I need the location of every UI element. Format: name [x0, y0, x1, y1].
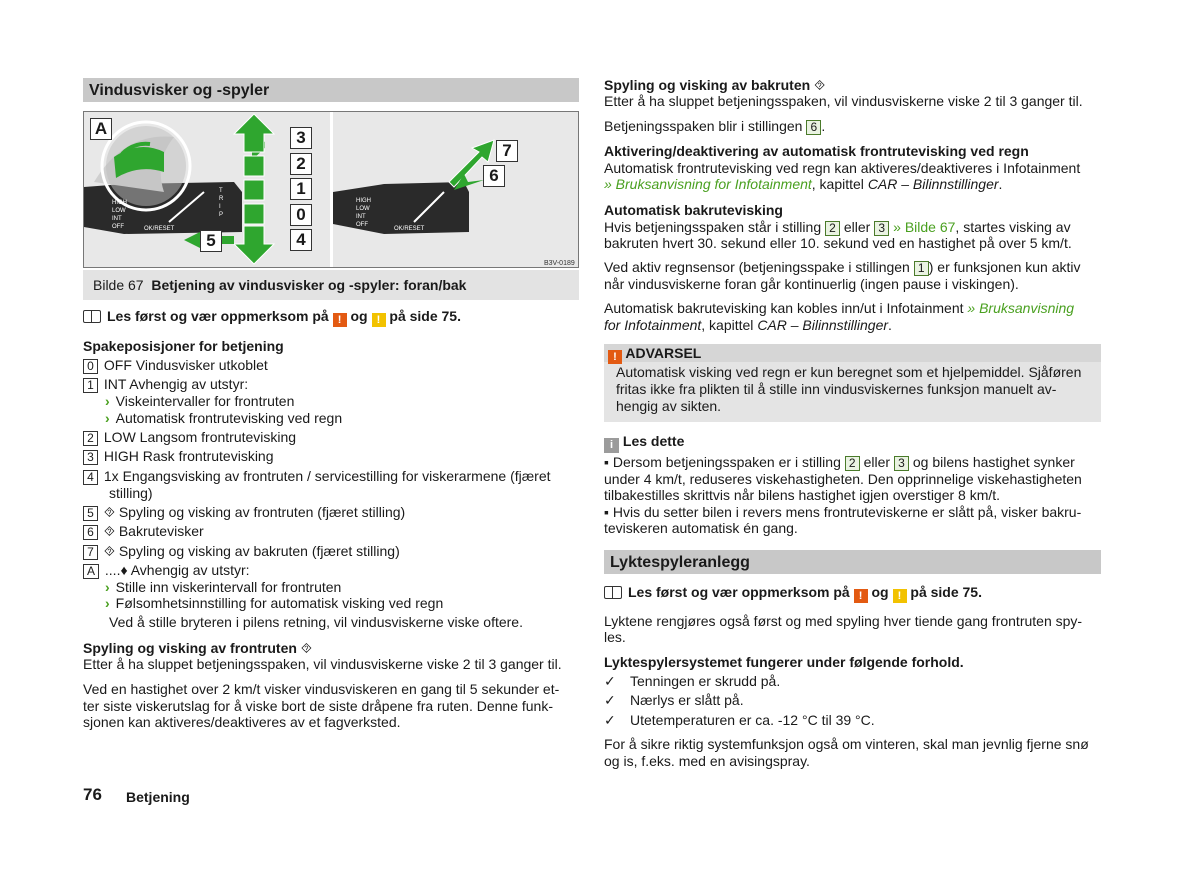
note-l3: tilbakestilles skrittvis når bilens hastighet igjen overstiger 8 km/t. — [604, 487, 1001, 503]
position-A-cont: Ved å stille bryteren i pilens retning, vil vindusviskerne viske oftere. — [109, 614, 523, 630]
figure-label-5: 5 — [200, 230, 222, 252]
figure-label-A: A — [90, 118, 112, 140]
rear-io-l1: Automatisk bakrutevisking kan kobles inn/ut i Infotainment » Bruksanvisning — [604, 300, 1075, 316]
rear-title: Spyling og visking av bakruten ⯑ — [604, 77, 826, 93]
position-0: 0 OFF Vindusvisker utkoblet — [83, 357, 268, 374]
svg-text:OK/RESET: OK/RESET — [144, 226, 175, 232]
figure-label-1: 1 — [290, 178, 312, 200]
svg-text:LOW: LOW — [356, 206, 370, 212]
position-1: 1 INT Avhengig av utstyr: — [83, 376, 248, 393]
svg-text:T: T — [219, 188, 223, 194]
sensor-l1: Ved aktiv regnsensor (betjeningsspake i stillingen 1 ) er funksjonen kun aktiv — [604, 259, 1081, 275]
lykt-p1-l2: les. — [604, 629, 626, 645]
book-icon — [83, 310, 101, 323]
figure-label-2: 2 — [290, 153, 312, 175]
warning-line-1: Automatisk visking ved regn er kun beregnet som et hjelpemiddel. Sjåføren — [616, 364, 1082, 380]
position-1-sub-b: › Automatisk frontrutevisking ved regn — [105, 410, 343, 426]
figure-label-4: 4 — [290, 229, 312, 251]
position-6: 6 ⯑ Bakrutevisker — [83, 523, 204, 540]
position-4: 4 1x Engangsvisking av frontruten / servicestilling for viskerarmene (fjæret — [83, 468, 551, 485]
warning-line-2: fritas ikke fra plikten til å stille inn vindusviskernes funksjon manuelt av- — [616, 381, 1057, 397]
figure-label-6: 6 — [483, 165, 505, 187]
warning-icon: ! — [333, 313, 347, 327]
auto-line1: Automatisk frontrutevisking ved regn kan aktiveres/deaktiveres i Infotainment — [604, 160, 1081, 176]
auto-title: Aktivering/deaktivering av automatisk frontrutevisking ved regn — [604, 143, 1029, 159]
position-A: A ....♦ Avhengig av utstyr: — [83, 562, 250, 579]
position-A-sub-a: › Stille inn viskerintervall for frontruten — [105, 579, 342, 595]
manual-link[interactable]: » Bruksanvisning — [967, 300, 1075, 316]
front-p2-l1: Ved en hastighet over 2 km/t visker vindusviskeren en gang til 5 sekunder et- — [83, 681, 560, 697]
warning-icon: ! — [608, 350, 622, 364]
page-section: Betjening — [126, 789, 190, 805]
check-icon: ✓ — [604, 692, 616, 708]
note-icon: ! — [893, 589, 907, 603]
front-p1: Etter å ha sluppet betjeningsspaken, vil vindusviskerne viske 2 til 3 ganger til. — [83, 656, 562, 672]
figure-67-link[interactable]: » Bilde 67 — [893, 219, 956, 235]
position-7: 7 ⯑ Spyling og visking av bakruten (fjæret stilling) — [83, 543, 400, 560]
svg-text:LOW: LOW — [112, 208, 126, 214]
lykt-cond-2: ✓ Nærlys er slått på. — [604, 692, 744, 708]
rear-io-l2: for Infotainment, kapittel CAR – Bilinnstillinger. — [604, 317, 892, 333]
auto-line2: » Bruksanvisning for Infotainment, kapittel CAR – Bilinnstillinger. — [604, 176, 1003, 192]
rear-auto-l1: Hvis betjeningsspaken står i stilling 2 eller 3 » Bilde 67, startes visking av — [604, 219, 1071, 235]
positions-title: Spakeposisjoner for betjening — [83, 338, 284, 354]
warning-line-3: hengig av sikten. — [616, 398, 722, 414]
figure-caption: Bilde 67 Betjening av vindusvisker og -spyler: foran/bak — [83, 270, 579, 300]
svg-text:P: P — [219, 212, 224, 218]
front-p2-l3: sjonen kan aktiveres/deaktiveres av et fagverksted. — [83, 714, 401, 730]
lykt-cond-title: Lyktespylersystemet fungerer under følgende forhold. — [604, 654, 964, 670]
position-A-sub-b: › Følsomhetsinnstilling for automatisk visking ved regn — [105, 595, 444, 611]
svg-text:OFF: OFF — [356, 222, 368, 228]
front-title: Spyling og visking av frontruten ⯑ — [83, 640, 312, 656]
warning-icon: ! — [854, 589, 868, 603]
figure-label-3: 3 — [290, 127, 312, 149]
note-icon: ! — [372, 313, 386, 327]
note-l4: ▪ Hvis du setter bilen i revers mens frontruteviskerne er slått på, visker bakru- — [604, 504, 1082, 520]
warning-box — [604, 344, 1101, 422]
lykt-cond-3: ✓ Utetemperaturen er ca. -12 °C til 39 °C. — [604, 712, 875, 728]
lykt-cond-1: ✓ Tenningen er skrudd på. — [604, 673, 781, 689]
svg-text:INT: INT — [356, 214, 366, 220]
info-icon: i — [604, 438, 619, 453]
svg-text:HIGH: HIGH — [112, 200, 127, 206]
rear-auto-l2: bakruten hvert 30. sekund eller 10. sekund ved en hastighet på over 5 km/t. — [604, 235, 1072, 251]
note-l2: under 4 km/t, reduseres viskehastigheten. Den opprinnelige viskehastigheten — [604, 471, 1082, 487]
svg-text:OK/RESET: OK/RESET — [394, 226, 425, 232]
lykt-read-first: Les først og vær oppmerksom på ! og ! på side 75. — [604, 584, 982, 603]
wiper-stalk-illustration — [84, 112, 579, 268]
front-p2-l2: ter siste viskerutslag for å viske bort de siste dråpene fra ruten. Denne funk- — [83, 698, 554, 714]
rear-auto-title: Automatisk bakrutevisking — [604, 202, 783, 218]
rear-p1: Etter å ha sluppet betjeningsspaken, vil vindusviskerne viske 2 til 3 ganger til. — [604, 93, 1083, 109]
svg-text:INT: INT — [112, 216, 122, 222]
svg-text:I: I — [219, 204, 221, 210]
book-icon — [604, 586, 622, 599]
check-icon: ✓ — [604, 712, 616, 728]
figure-label-7: 7 — [496, 140, 518, 162]
lykt-p2-l2: og is, f.eks. med en avisingspray. — [604, 753, 810, 769]
svg-text:OFF: OFF — [112, 224, 124, 230]
sensor-l2: når vindusviskerne foran går kontinuerlig (ingen pause i viskingen). — [604, 276, 1019, 292]
note-title: i Les dette — [604, 433, 684, 453]
svg-text:HIGH: HIGH — [356, 198, 371, 204]
position-2: 2 LOW Langsom frontrutevisking — [83, 429, 296, 446]
position-3: 3 HIGH Rask frontrutevisking — [83, 448, 274, 465]
section-title-vindusvisker: Vindusvisker og -spyler — [83, 78, 579, 102]
rear-p2: Betjeningsspaken blir i stillingen 6 . — [604, 118, 826, 134]
warning-header: ! ADVARSEL — [604, 344, 1101, 362]
note-l1: ▪ Dersom betjeningsspaken er i stilling 2 eller 3 og bilens hastighet synker — [604, 454, 1075, 470]
figure-code: B3V-0189 — [544, 260, 575, 267]
lykt-p2-l1: For å sikre riktig systemfunksjon også om vinteren, skal man jevnlig fjerne snø — [604, 736, 1089, 752]
position-5: 5 ⯑ Spyling og visking av frontruten (fjæret stilling) — [83, 504, 405, 521]
figure-label-0: 0 — [290, 204, 312, 226]
check-icon: ✓ — [604, 673, 616, 689]
position-4-cont: stilling) — [109, 485, 153, 501]
page-number: 76 — [83, 785, 102, 804]
section-title-lyktespyler: Lyktespyleranlegg — [604, 550, 1101, 574]
lykt-p1-l1: Lyktene rengjøres også først og med spyling hver tiende gang frontruten spy- — [604, 613, 1083, 629]
infotainment-link[interactable]: » Bruksanvisning for Infotainment — [604, 176, 812, 192]
position-1-sub-a: › Viskeintervaller for frontruten — [105, 393, 295, 409]
svg-text:R: R — [219, 196, 224, 202]
note-l5: teviskeren automatisk én gang. — [604, 520, 798, 536]
read-first-line: Les først og vær oppmerksom på ! og ! på side 75. — [83, 308, 461, 327]
figure-67 — [83, 111, 579, 268]
